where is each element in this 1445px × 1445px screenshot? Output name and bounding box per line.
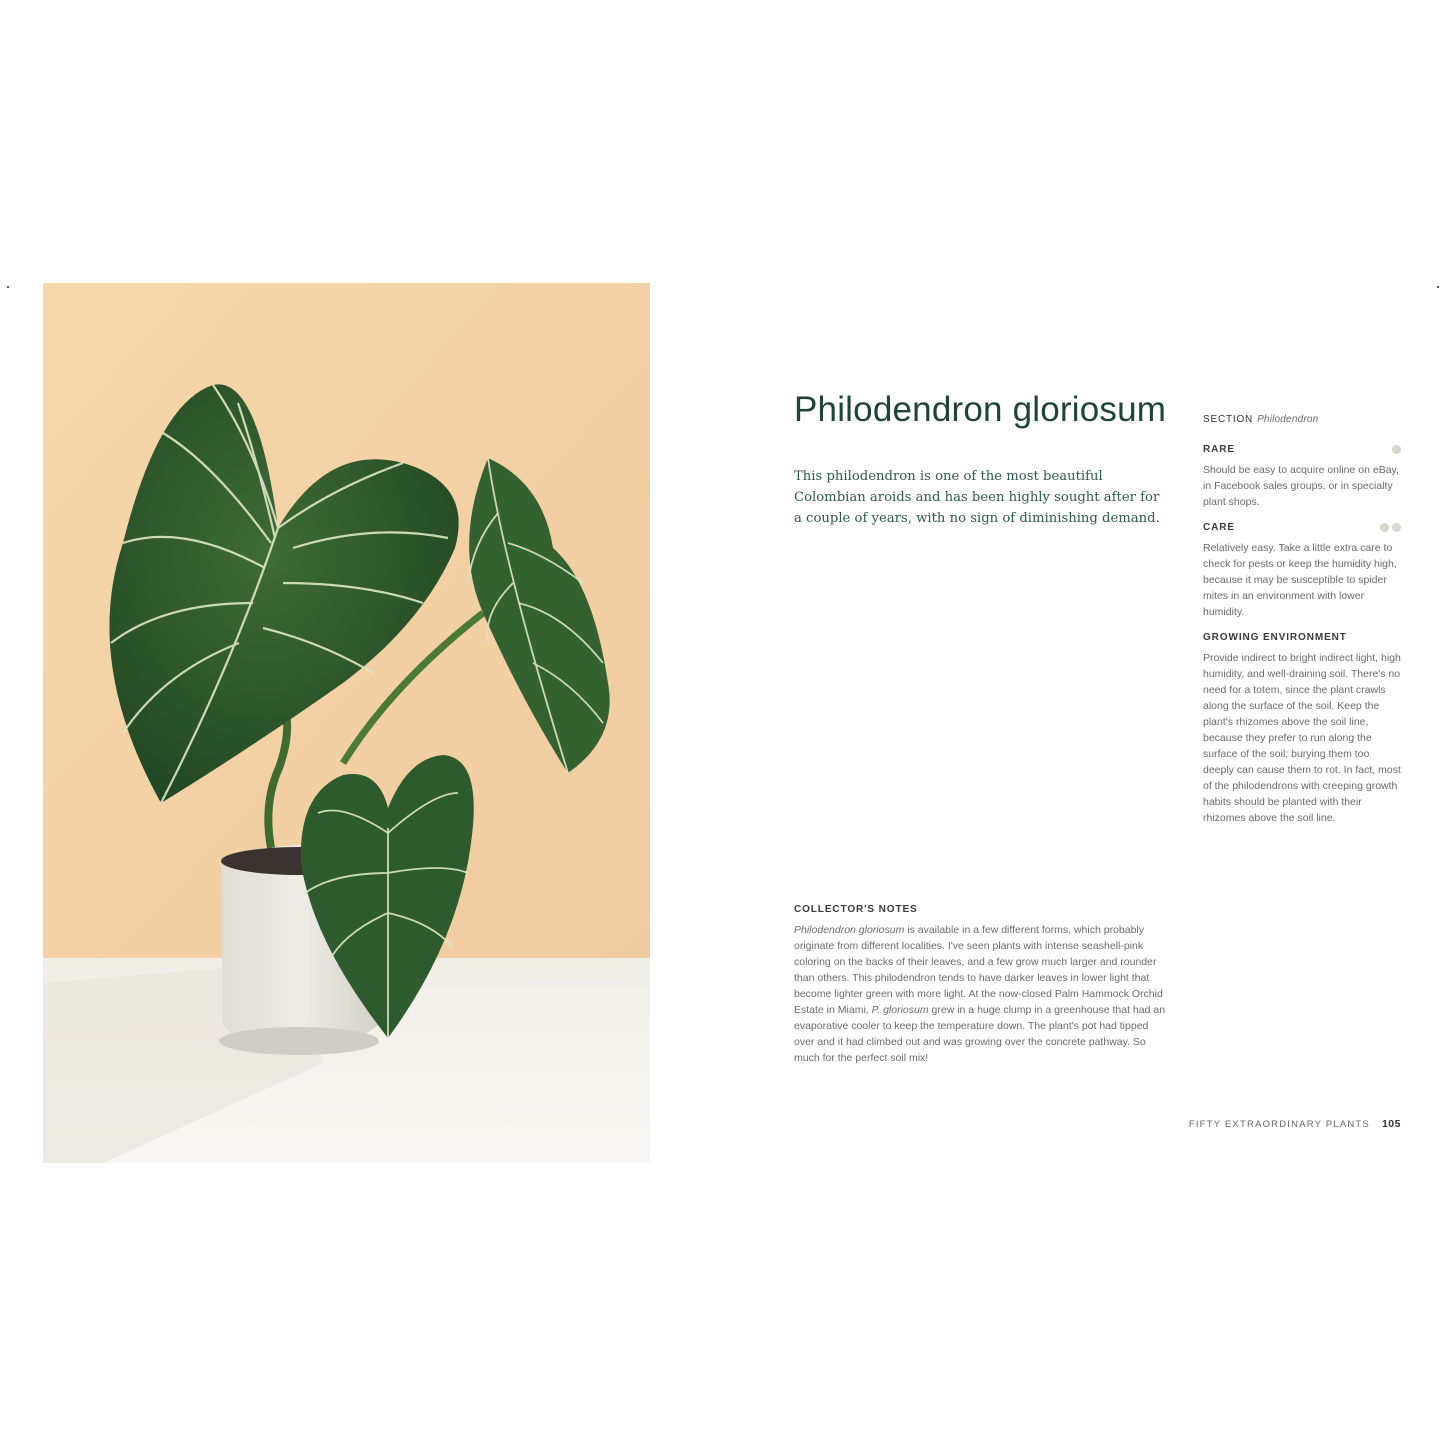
crop-mark	[7, 286, 9, 288]
plant-photo	[43, 283, 650, 1163]
rarity-rating	[1392, 445, 1401, 454]
environment-label: GROWING ENVIRONMENT	[1203, 632, 1347, 643]
page-footer	[1189, 1118, 1401, 1130]
running-head: FIFTY EXTRAORDINARY PLANTS	[1188, 1119, 1370, 1130]
care-heading	[1203, 522, 1403, 536]
crop-mark	[1437, 286, 1439, 288]
notes-text-2: grew in a huge clump in a greenhouse that had an evaporative cooler to keep the temperature down. The plant's pot had tipped over and it had climbed out and was growing over the concrete pathway. So much for the perfect soil mix!	[794, 1004, 1166, 1064]
notes-italic-lead: Philodendron gloriosum	[794, 924, 905, 936]
notes-text	[794, 922, 1166, 1066]
plant-title: Philodendron gloriosum	[794, 390, 1167, 429]
rating-dot	[1380, 523, 1389, 532]
notes-heading: COLLECTOR'S NOTES	[794, 904, 918, 915]
notes-italic-mid: P. gloriosum	[871, 1004, 929, 1016]
rating-dot	[1392, 523, 1401, 532]
page-number: 105	[1381, 1118, 1401, 1130]
care-rating	[1380, 523, 1401, 532]
section-label: SECTION	[1203, 414, 1254, 425]
section-value: Philodendron	[1257, 414, 1319, 425]
care-label: CARE	[1203, 522, 1235, 533]
rating-dot	[1392, 445, 1401, 454]
section-line	[1203, 414, 1403, 432]
intro-paragraph: This philodendron is one of the most beautiful Colombian aroids and has been highly sought after for a couple of years, with no sign of diminishing demand.	[794, 469, 1160, 526]
collectors-notes	[794, 904, 1166, 1066]
plant-facts-sidebar	[1203, 414, 1403, 826]
rare-text: Should be easy to acquire online on eBay, in Facebook sales groups, or in specialty plant shops.	[1203, 464, 1399, 508]
care-text: Relatively easy. Take a little extra care to check for pests or keep the humidity high, because it may be susceptible to spider mites in an environment with lower humidity.	[1203, 542, 1397, 618]
rare-label: RARE	[1203, 444, 1235, 455]
rare-heading	[1203, 444, 1403, 458]
environment-text: Provide indirect to bright indirect light, high humidity, and well-draining soil. There's no need for a totem, since the plant crawls along the surface of the soil. Keep the plant's rhizomes above the soil line, because they prefer to run along the surface of the soil; burying them too deeply can cause them to rot. In fact, most of the philodendrons with creeping growth habits should be planted with their rhizomes above the soil line.	[1203, 652, 1401, 824]
environment-heading	[1203, 632, 1403, 646]
notes-text-1: is available in a few different forms, which probably originate from different localities. I've seen plants with intense seashell-pink coloring on the backs of their leaves, and a few grow much larger and rounder than others. This philodendron tends to have darker leaves in lower light that become lighter green with more light. At the now-closed Palm Hammock Orchid Estate in Miami,	[794, 924, 1163, 1016]
